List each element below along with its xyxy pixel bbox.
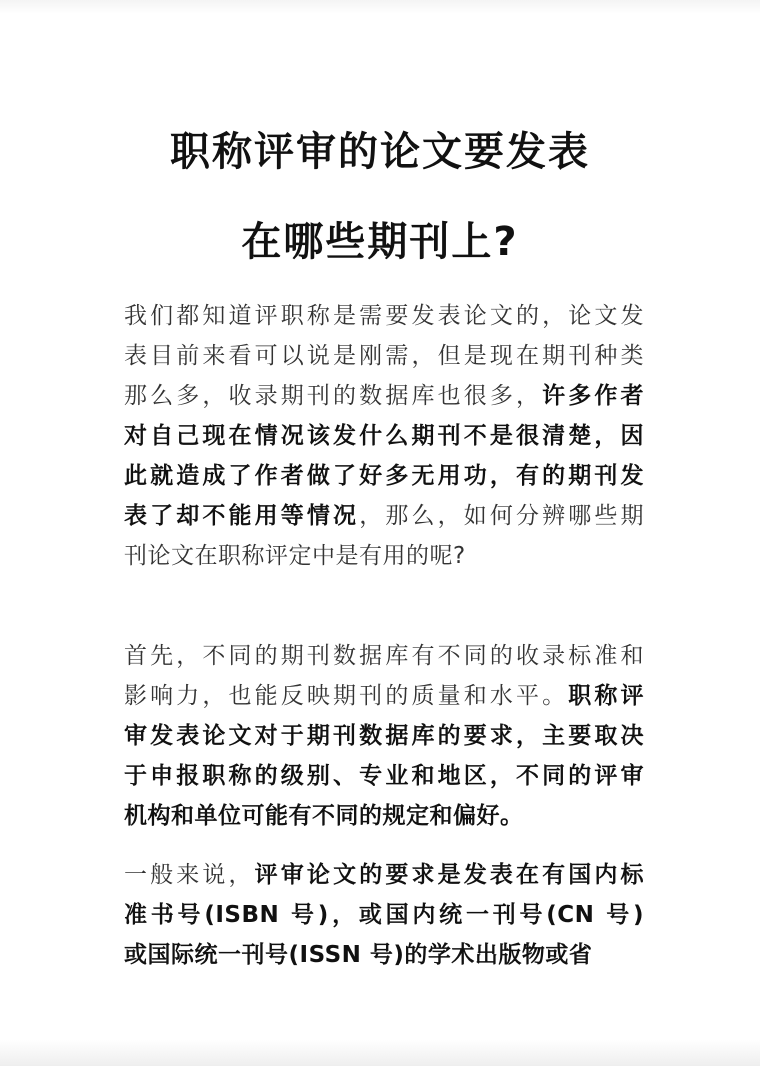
text-line (124, 376, 644, 416)
text-segment: 表目前来看可以说是刚需，但是现在期刊种类 (124, 343, 644, 369)
bold-text-segment: 评审论文的要求是发表在有国内标 (254, 862, 645, 888)
text-segment: 那么多，收录期刊的数据库也很多， (124, 383, 543, 409)
text-line (124, 456, 644, 496)
text-segment: ，那么，如何分辨哪些期 (359, 503, 645, 529)
paragraph-intro (124, 296, 644, 576)
text-line (124, 296, 644, 336)
bold-text-segment: 或国际统一刊号(ISSN 号)的学术出版物或省 (124, 942, 593, 968)
text-segment: 一般来说， (124, 862, 255, 888)
bold-text-segment: 对自己现在情况该发什么期刊不是很清楚，因 (124, 423, 644, 449)
text-segment: 首先，不同的期刊数据库有不同的收录标准和 (124, 643, 644, 669)
text-line (124, 676, 644, 716)
bold-text-segment: 职称评 (568, 683, 645, 709)
bold-text-segment: 于申报职称的级别、专业和地区，不同的评审 (124, 763, 644, 789)
text-line (124, 536, 644, 576)
text-segment: 影响力，也能反映期刊的质量和水平。 (124, 683, 569, 709)
text-line (124, 895, 644, 935)
article-title-line-1: 职称评审的论文要发表 (170, 129, 590, 175)
paragraph-requirements (124, 855, 644, 975)
text-segment: 刊论文在职称评定中是有用的呢? (124, 543, 466, 569)
bold-text-segment: 机构和单位可能有不同的规定和偏好。 (124, 803, 524, 829)
text-line (124, 796, 644, 836)
text-line (124, 416, 644, 456)
paragraph-databases (124, 636, 644, 836)
text-line (124, 636, 644, 676)
bold-text-segment: 此就造成了作者做了好多无用功，有的期刊发 (124, 463, 644, 489)
article-title-line-2: 在哪些期刊上? (241, 219, 519, 265)
bold-text-segment: 许多作者 (542, 383, 645, 409)
bold-text-segment: 准书号(ISBN 号)，或国内统一刊号(CN 号) (124, 902, 644, 928)
bold-text-segment: 审发表论文对于期刊数据库的要求，主要取决 (124, 723, 644, 749)
text-line (124, 756, 644, 796)
bold-text-segment: 表了却不能用等情况 (124, 503, 360, 529)
text-line (124, 496, 644, 536)
text-segment: 我们都知道评职称是需要发表论文的，论文发 (124, 303, 644, 329)
text-line (124, 935, 644, 975)
text-line (124, 336, 644, 376)
text-line (124, 716, 644, 756)
text-line (124, 855, 644, 895)
